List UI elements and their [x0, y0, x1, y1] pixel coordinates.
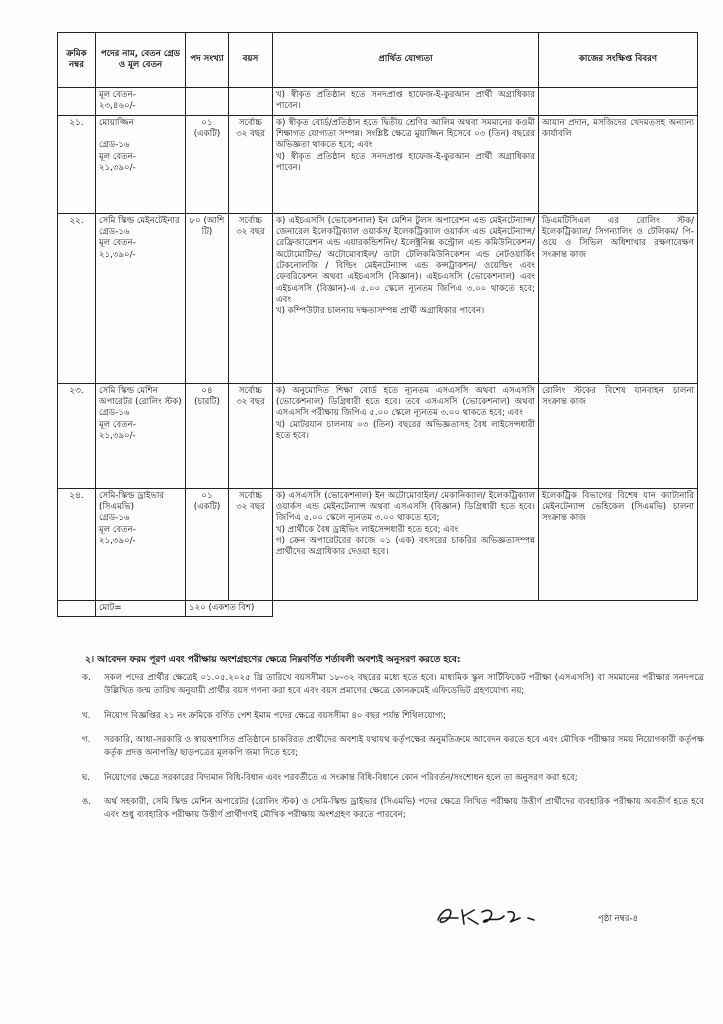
- post-name-cell: [96, 213, 186, 383]
- qualification-item: খ) কম্পিউটার চালনায় দক্ষতাসম্পন্ন প্রার্থী অগ্রাধিকার পাবেন।: [276, 306, 485, 317]
- list-item: [82, 710, 704, 723]
- table-total-row: [58, 600, 698, 616]
- qualification-cell: [273, 88, 539, 116]
- age-cell: সর্বোচ্চ ৩২ বছর: [229, 115, 273, 213]
- qualification-cell: [273, 488, 539, 600]
- table-row: [58, 488, 698, 600]
- condition-label: গ.: [82, 734, 91, 745]
- condition-text: নিয়োগ বিজ্ঞপ্তির ২১ নং ক্রমিকে বর্ণিত পেশ ইমাম পদের ক্ষেত্রে বয়সসীমা ৪০ বছর পর্যন্ত শিথিলযোগ্য;: [104, 710, 446, 721]
- header-serial: ক্রমিক নম্বর: [58, 33, 96, 88]
- post-title: সেমি স্কিল্ড মেশিন অপারেটর (রোলিং স্টক): [99, 385, 182, 408]
- list-item: [82, 734, 704, 761]
- qualification-item: খ) প্রার্থীকে বৈধ ড্রাইভিং লাইসেন্সধারী হতে হবে; এবং: [276, 524, 459, 535]
- table-row: [58, 213, 698, 383]
- condition-label: ঘ.: [82, 772, 91, 783]
- work-cell: রোলিং স্টকের বিশেষ যানবাহন চালনা সংক্রান্ত কাজ: [539, 383, 698, 488]
- table-row: [58, 115, 698, 213]
- condition-label: ঙ.: [82, 796, 92, 807]
- table-header-row: [58, 33, 698, 88]
- salary-label: মূল বেতন-: [99, 238, 136, 249]
- qualification-cell: [273, 213, 539, 383]
- qualification-item: ক) এইচএসসি (ভোকেশনাল) ইন মেশিন টুলস অপারেশন এন্ড মেইনটেন্যান্স/ জেনারেল ইলেকট্রিক্যাল ওয়ার্কস/ ইলেকট্রিক্যাল ওয়ার্কস এন্ড মেইনটেন্যান্স/ রেফ্রিজারেশন এন্ড এয়ারকন্ডিশনিং/ ইলেক্ট্রনিক্স কন্ট্রোল এন্ড কমিউনিকেশন/ অটোমোটিভ/ অটোমোবাইল/ ডাটা টেলিকমিউনিকেশন এন্ড নেটওয়ার্কিং টেকনোলজি / বিল্ডিং মেইনটেন্যান্স এন্ড কন্সট্রাকশন/ ওয়েল্ডিং এবং ফেবরিকেশন অথবা এইচএসসি (বিজ্ঞান)। এইচএসসি (ভোকেশনাল) এবং এইচএসসি (বিজ্ঞান)-এ ৫.০০ স্কেলে ন্যূনতম জিপিএ ৩.০০ থাকতে হবে; এবং: [276, 215, 535, 306]
- qualification-item: ক) এসএসসি (ভোকেশনাল) ইন অটোমোবাইল/ মেকানিক্যাল/ ইলেকট্রিক্যাল ওয়ার্কস এন্ড মেইনটেন্যান্স অথবা এসএসসি (বিজ্ঞান) ডিগ্রিধারী হতে হবে। জিপিএ ৫.০০ স্কেলে ন্যূনতম ৩.০০ থাকতে হবে;: [276, 490, 535, 524]
- salary-label: মূল বেতন-: [99, 419, 136, 430]
- serial-cell: ২১.: [58, 115, 96, 213]
- condition-text: সরকারি, আধা-সরকারি ও স্বায়ত্তশাসিত প্রতিষ্ঠানে চাকরিরত প্রার্থীদের অবশ্যই যথাযথ কর্তৃপক্ষের অনুমতিক্রমে আবেদন করতে হবে এবং মৌখিক পরীক্ষার সময় নিয়োগকারী কর্তৃপক্ষ কর্তৃক প্রদত্ত অনাপত্তি/ ছাড়পত্রের মূলকপি জমা দিতে হবে;: [104, 734, 704, 759]
- qualification-cell: [273, 383, 539, 488]
- serial-cell: ২৪.: [58, 488, 96, 600]
- grade: গ্রেড-১৬: [99, 227, 130, 238]
- post-name-cell: [96, 115, 186, 213]
- salary-label: মূল বেতন-: [99, 90, 136, 100]
- table-row-continued: [58, 88, 698, 116]
- qualification-item: ক) অনুমোদিত শিক্ষা বোর্ড হতে ন্যূনতম এসএসসি অথবা এসএসসি (ভোকেশনাল) ডিগ্রিধারী হতে হবে। তবে এসএসসি (ভোকেশনাল) অথবা এসএসসি পরীক্ষায় জিপিএ ৫.০০ স্কেলে ন্যূনতম ৩.০০ থাকতে হবে; এবং: [276, 385, 535, 419]
- condition-label: খ.: [82, 710, 91, 721]
- table-row: [58, 383, 698, 488]
- header-age: বয়স: [229, 33, 273, 88]
- post-count-cell: ০১ (একটি): [186, 115, 229, 213]
- age-cell: সর্বোচ্চ ৩২ বছর: [229, 213, 273, 383]
- post-name-cell: [96, 488, 186, 600]
- list-item: [82, 672, 704, 699]
- salary-value: ২১,৩৯০/-: [99, 431, 136, 442]
- qualification-item: খ) মোটরযান চালনায় ০৩ (তিন) বছরের অভিজ্ঞতাসহ বৈধ লাইসেন্সধারী হতে হবে।: [276, 419, 535, 442]
- qualification-item: খ) স্বীকৃত প্রতিষ্ঠান হতে সনদপ্রাপ্ত হাফেজ-ই-কুরআন প্রার্থী অগ্রাধিকার পাবেন।: [276, 90, 535, 112]
- age-cell: সর্বোচ্চ ৩২ বছর: [229, 383, 273, 488]
- list-item: [82, 772, 704, 785]
- serial-cell: ২৩.: [58, 383, 96, 488]
- header-qualification: প্রার্থিত যোগ্যতা: [273, 33, 539, 88]
- post-count-cell: ০১ (একটি): [186, 488, 229, 600]
- post-title: সেমি স্কিল্ড মেইনটেইনার: [99, 215, 180, 226]
- list-item: [82, 796, 704, 823]
- condition-label: ক.: [82, 673, 91, 683]
- grade: গ্রেড-১৬: [99, 408, 130, 419]
- job-table: [57, 32, 698, 617]
- work-cell: ডিএমটিসিএল এর রোলিং স্টক/ইলেকট্রিক্যাল/ সিগন্যালিং ও টেলিকম/ পি-ওয়ে ও সিভিল অধিশাখার রক্ষণাবেক্ষণ সংক্রান্ত কাজ: [539, 213, 698, 383]
- age-cell: সর্বোচ্চ ৩২ বছর: [229, 488, 273, 600]
- conditions-list: [82, 672, 704, 834]
- grade: গ্রেড-১৬: [99, 513, 130, 524]
- salary-label: মূল বেতন-: [99, 524, 136, 535]
- salary-value: ২১,৩৯০/-: [99, 249, 136, 260]
- work-cell: ইলেকট্রিক বিভাগের বিশেষ যান ক্যাটানারি মেইনটেন্যান্স ভেহিকেল (সিএমভি) চালনা সংক্রান্ত কাজ: [539, 488, 698, 600]
- post-count-cell: ৮০ (আশি টি): [186, 213, 229, 383]
- qualification-item: খ) স্বীকৃত প্রতিষ্ঠান হতে সনদপ্রাপ্ত হাফেজ-ই-কুরআন প্রার্থী অগ্রাধিকার পাবেন।: [276, 151, 535, 174]
- qualification-item: গ) ক্রেন অপারেটরের কাজে ০১ (এক) বৎসরের চাকরির অভিজ্ঞতাসম্পন্ন প্রার্থীদের অগ্রাধিকার দেওয়া হবে।: [276, 536, 535, 558]
- total-value: ১২০ (একশত বিশ): [186, 600, 273, 616]
- qualification-item: ক) স্বীকৃত বোর্ড/প্রতিষ্ঠান হতে দ্বিতীয় শ্রেণির আলিম অথবা সমমানের কওমী শিক্ষাগত যোগ্যতা সম্পন্ন। সংশ্লিষ্ট ক্ষেত্রে মুয়াজ্জিন হিসেবে ০৩ (তিন) বছরের অভিজ্ঞতা থাকতে হবে; এবং: [276, 117, 535, 151]
- signature: [428, 898, 578, 934]
- grade: গ্রেড-১৬: [99, 140, 130, 151]
- post-title: মোয়াজ্জিন: [99, 117, 134, 128]
- work-cell: আযান প্রদান, মসজিদের খেদমতসহ অন্যান্য কার্যাবলি: [539, 115, 698, 213]
- salary-value: ২১,৩৯০/-: [99, 536, 136, 547]
- header-post-count: পদ সংখ্যা: [186, 33, 229, 88]
- salary-value: ২৩,৪৬০/-: [99, 101, 136, 112]
- condition-text: অর্থ সহকারী, সেমি স্কিল্ড মেশিন অপারেটর (রোলিং স্টক) ও সেমি-স্কিল্ড ড্রাইভার (সিএমভি) পদের ক্ষেত্রে লিখিত পরীক্ষায় উত্তীর্ণ প্রার্থীদের ব্যবহারিক পরীক্ষায় অবতীর্ণ হতে হবে এবং শুধু ব্যবহারিক পরীক্ষায় উত্তীর্ণ প্রার্থীগণই মৌখিক পরীক্ষায় অংশগ্রহণ করতে পারবেন;: [104, 796, 704, 821]
- salary-value: ২১,৩৯০/-: [99, 163, 136, 174]
- post-title: সেমি-স্কিল্ড ড্রাইভার (সিএমভি): [99, 490, 165, 513]
- header-work: কাজের সংক্ষিপ্ত বিবরণ: [539, 33, 698, 88]
- condition-text: সকল পদের প্রার্থীর ক্ষেত্রেই ০১.০৫.২০২৫ খ্রি তারিখে বয়সসীমা ১৮-৩২ বছরের মধ্যে হতে হবে। মাধ্যমিক স্কুল সার্টিফিকেট পরীক্ষা (এসএসসি) বা সমমানের পরীক্ষার সনদপত্রে উল্লিখিত জন্ম তারিখ অনুযায়ী প্রার্থীর বয়স গণনা করা হবে এবং বয়স প্রমাণের ক্ষেত্রে কোনক্রমেই এফিডেভিট গ্রহণযোগ্য নয়;: [104, 673, 704, 697]
- page-number: পৃষ্ঠা নম্বর-৪: [598, 914, 639, 924]
- total-label: মোট=: [96, 600, 186, 616]
- salary-label: মূল বেতন-: [99, 151, 136, 162]
- header-post-name: পদের নাম, বেতন গ্রেড ও মূল বেতন: [96, 33, 186, 88]
- post-name-cell: [96, 88, 186, 116]
- post-name-cell: [96, 383, 186, 488]
- section-heading: ২। আবেদন ফরম পূরণ এবং পরীক্ষায় অংশগ্রহণের ক্ষেত্রে নিম্নবর্ণিত শর্তাবলী অবশ্যই অনুসরণ করতে হবে:: [85, 655, 461, 665]
- qualification-cell: [273, 115, 539, 213]
- condition-text: নিয়োগের ক্ষেত্রে সরকারের বিদ্যমান বিধি-বিধান এবং পরবর্তীতে এ সংক্রান্ত বিধি-বিধানে কোন পরিবর্তন/সংশোধন হলে তা অনুসরণ করা হবে;: [104, 772, 578, 783]
- post-count-cell: ০৪ (চারটি): [186, 383, 229, 488]
- serial-cell: ২২.: [58, 213, 96, 383]
